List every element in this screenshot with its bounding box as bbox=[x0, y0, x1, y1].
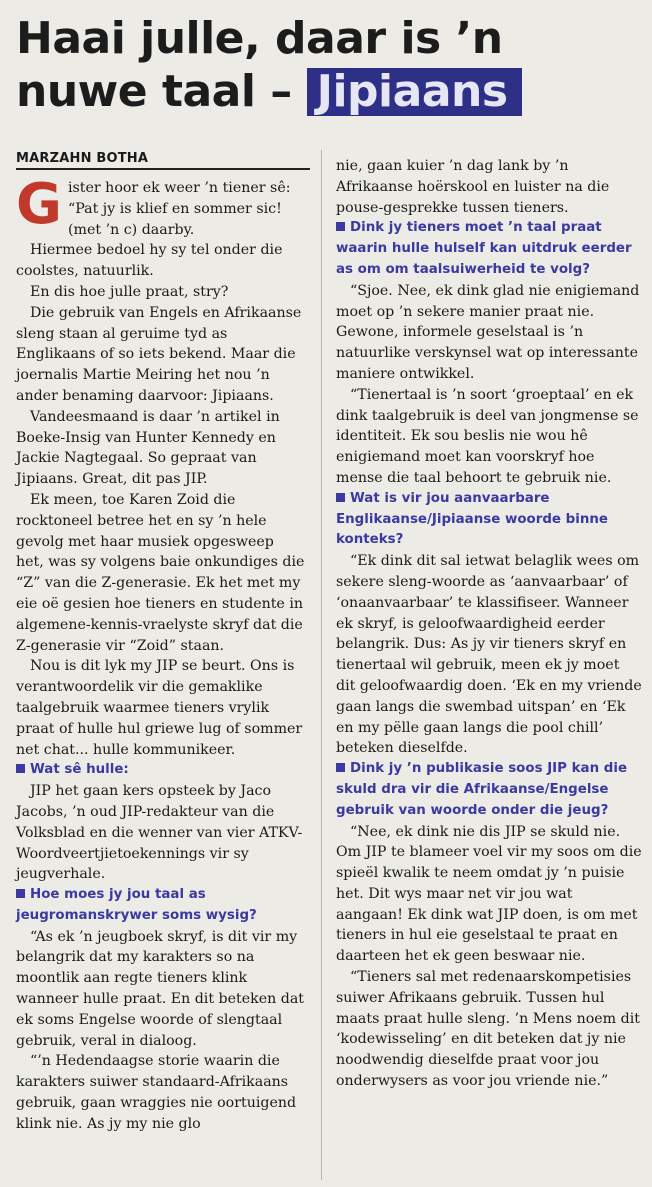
paragraph: “Ek dink dit sal ietwat belaglik wees om sekere sleng-woorde as ‘aanvaarbaar’ of ‘onaanvaarbaar’ te klassifiseer. Wanneer ek skryf, is geloofwaardigheid eerder belangrik. Dus: As jy vir tieners skryf en tienertaal wil gebruik, meen ek jy moet dit geloofwaardig doen. ‘Ek en my vriende gaan langs die swembad uitspan’ en ‘Ek en my pëlle gaan langs die pool chill’ beteken dieselfde. bbox=[336, 553, 642, 757]
square-bullet-icon bbox=[16, 889, 25, 898]
paragraph: En dis hoe julle praat, stry? bbox=[30, 283, 229, 300]
drop-cap: G bbox=[16, 172, 62, 237]
question-heading bbox=[336, 218, 642, 280]
paragraph: nie, gaan kuier ’n dag lank by ’n Afrikaanse hoërskool en luister na die pouse-gesprekke tussen tieners. bbox=[336, 158, 610, 216]
headline-line-1: Haai julle, daar is ’n bbox=[16, 13, 503, 64]
question-text: Hoe moes jy jou taal as jeugromanskrywer soms wysig? bbox=[16, 887, 257, 923]
paragraph: JIP het gaan kers opsteek by Jaco Jacobs, ’n oud JIP-redakteur van die Volksblad en die wenner van vier ATKV-Woordveertjietoekennings vir sy jeugverhale. bbox=[16, 783, 303, 883]
paragraph: Hiermee bedoel hy sy tel onder die coolstes, natuurlik. bbox=[16, 242, 283, 280]
paragraph bbox=[16, 172, 306, 240]
paragraph: “Sjoe. Nee, ek dink glad nie enigiemand moet op ’n sekere manier praat nie. Gewone, informele geselstaal is ’n natuurlike verskynsel wat op interessante maniere ontwikkel. bbox=[336, 282, 640, 382]
paragraph: “Tienertaal is ’n soort ‘groeptaal’ en ek dink taalgebruik is deel van jongmense se identiteit. Ek sou beslis nie wou hê enigiemand moet kan voorskryf hoe mense die taal behoort te gebruik nie. bbox=[336, 386, 639, 486]
paragraph: Die gebruik van Engels en Afrikaanse sleng staan al geruime tyd as Englikaans of so iets bekend. Maar die joernalis Martie Meiring het nou ’n ander benaming daarvoor: Jipiaans. bbox=[16, 304, 302, 404]
paragraph: Vandeesmaand is daar ’n artikel in Boeke-Insig van Hunter Kennedy en Jackie Nagtegaal. So gepraat van Jipiaans. Great, dit pas JIP. bbox=[16, 408, 280, 488]
paragraph: “’n Hedendaagse storie waarin die karakters suiwer standaard-Afrikaans gebruik, gaan wraggies nie oortuigend klink nie. As jy my nie glo bbox=[16, 1053, 297, 1132]
headline bbox=[16, 12, 642, 118]
paragraph: “As ek ’n jeugboek skryf, is dit vir my belangrik dat my karakters so na moontlik aan regte tieners klink wanneer hulle praat. En dit beteken dat ek soms Engelse woorde of slengtaal gebruik, veral in dialoog. bbox=[16, 928, 305, 1049]
square-bullet-icon bbox=[336, 763, 345, 772]
paragraph: “Nee, ek dink nie dis JIP se skuld nie. Om JIP te blameer voel vir my soos om die spieël kwalik te neem omdat jy ’n puisie het. Dit wys maar net vir jou wat aangaan! Ek dink wat JIP doen, is om met tieners in hul eie geselstaal te praat en daarteen het ek geen beswaar nie. bbox=[336, 823, 642, 965]
headline-highlight: Jipiaans bbox=[307, 68, 522, 116]
column-divider bbox=[321, 150, 322, 1180]
byline-rule bbox=[16, 168, 310, 170]
question-text: Wat is vir jou aanvaarbare Englikaanse/Jipiaanse woorde binne konteks? bbox=[336, 490, 608, 548]
question-text: Dink jy tieners moet ’n taal praat waarin hulle hulself kan uitdruk eerder as om om taalsuiwerheid te volg? bbox=[336, 220, 632, 277]
square-bullet-icon bbox=[336, 222, 345, 231]
column-left bbox=[16, 172, 306, 1135]
headline-line-2-text: nuwe taal – bbox=[16, 66, 307, 117]
square-bullet-icon bbox=[16, 764, 25, 773]
question-text: Wat sê hulle: bbox=[30, 762, 129, 778]
headline-line-2 bbox=[16, 65, 642, 118]
question-heading bbox=[16, 760, 306, 781]
square-bullet-icon bbox=[336, 493, 345, 502]
paragraph: Ek meen, toe Karen Zoid die rocktoneel betree het en sy ’n hele gevolg met haar musiek opgesweep het, was sy volgens baie onkundiges die “Z” van die Z-generasie. Ek het met my eie oë gesien hoe tieners en studente in algemene-kennis-vraelyste skryf dat die Z-generasie vir “Zoid” staan. bbox=[16, 491, 305, 654]
question-heading bbox=[336, 759, 642, 821]
paragraph: “Tieners sal met redenaarskompetisies suiwer Afrikaans gebruik. Tussen hul maats praat hulle sleng. ’n Mens noem dit ‘kodewisseling’ en dit beteken dat jy nie noodwendig dieselfde praat voor jou onderwysers as voor jou vriende nie.” bbox=[336, 969, 640, 1090]
column-right bbox=[336, 156, 642, 1092]
question-heading bbox=[336, 489, 642, 551]
question-text: Dink jy ’n publikasie soos JIP kan die skuld dra vir die Afrikaanse/Engelse gebruik van woorde onder die jeug? bbox=[336, 761, 628, 818]
byline: MARZAHN BOTHA bbox=[16, 151, 149, 166]
paragraph: Nou is dit lyk my JIP se beurt. Ons is verantwoordelik vir die gemaklike taalgebruik waarmee tieners vrylik praat of hulle hul griewe lug of sommer net chat... hulle kommunikeer. bbox=[16, 658, 303, 758]
paragraph-text: ister hoor ek weer ’n tiener sê: “Pat jy is klief en sommer sic! (met ’n c) daarby. bbox=[67, 180, 291, 238]
question-heading bbox=[16, 885, 306, 927]
